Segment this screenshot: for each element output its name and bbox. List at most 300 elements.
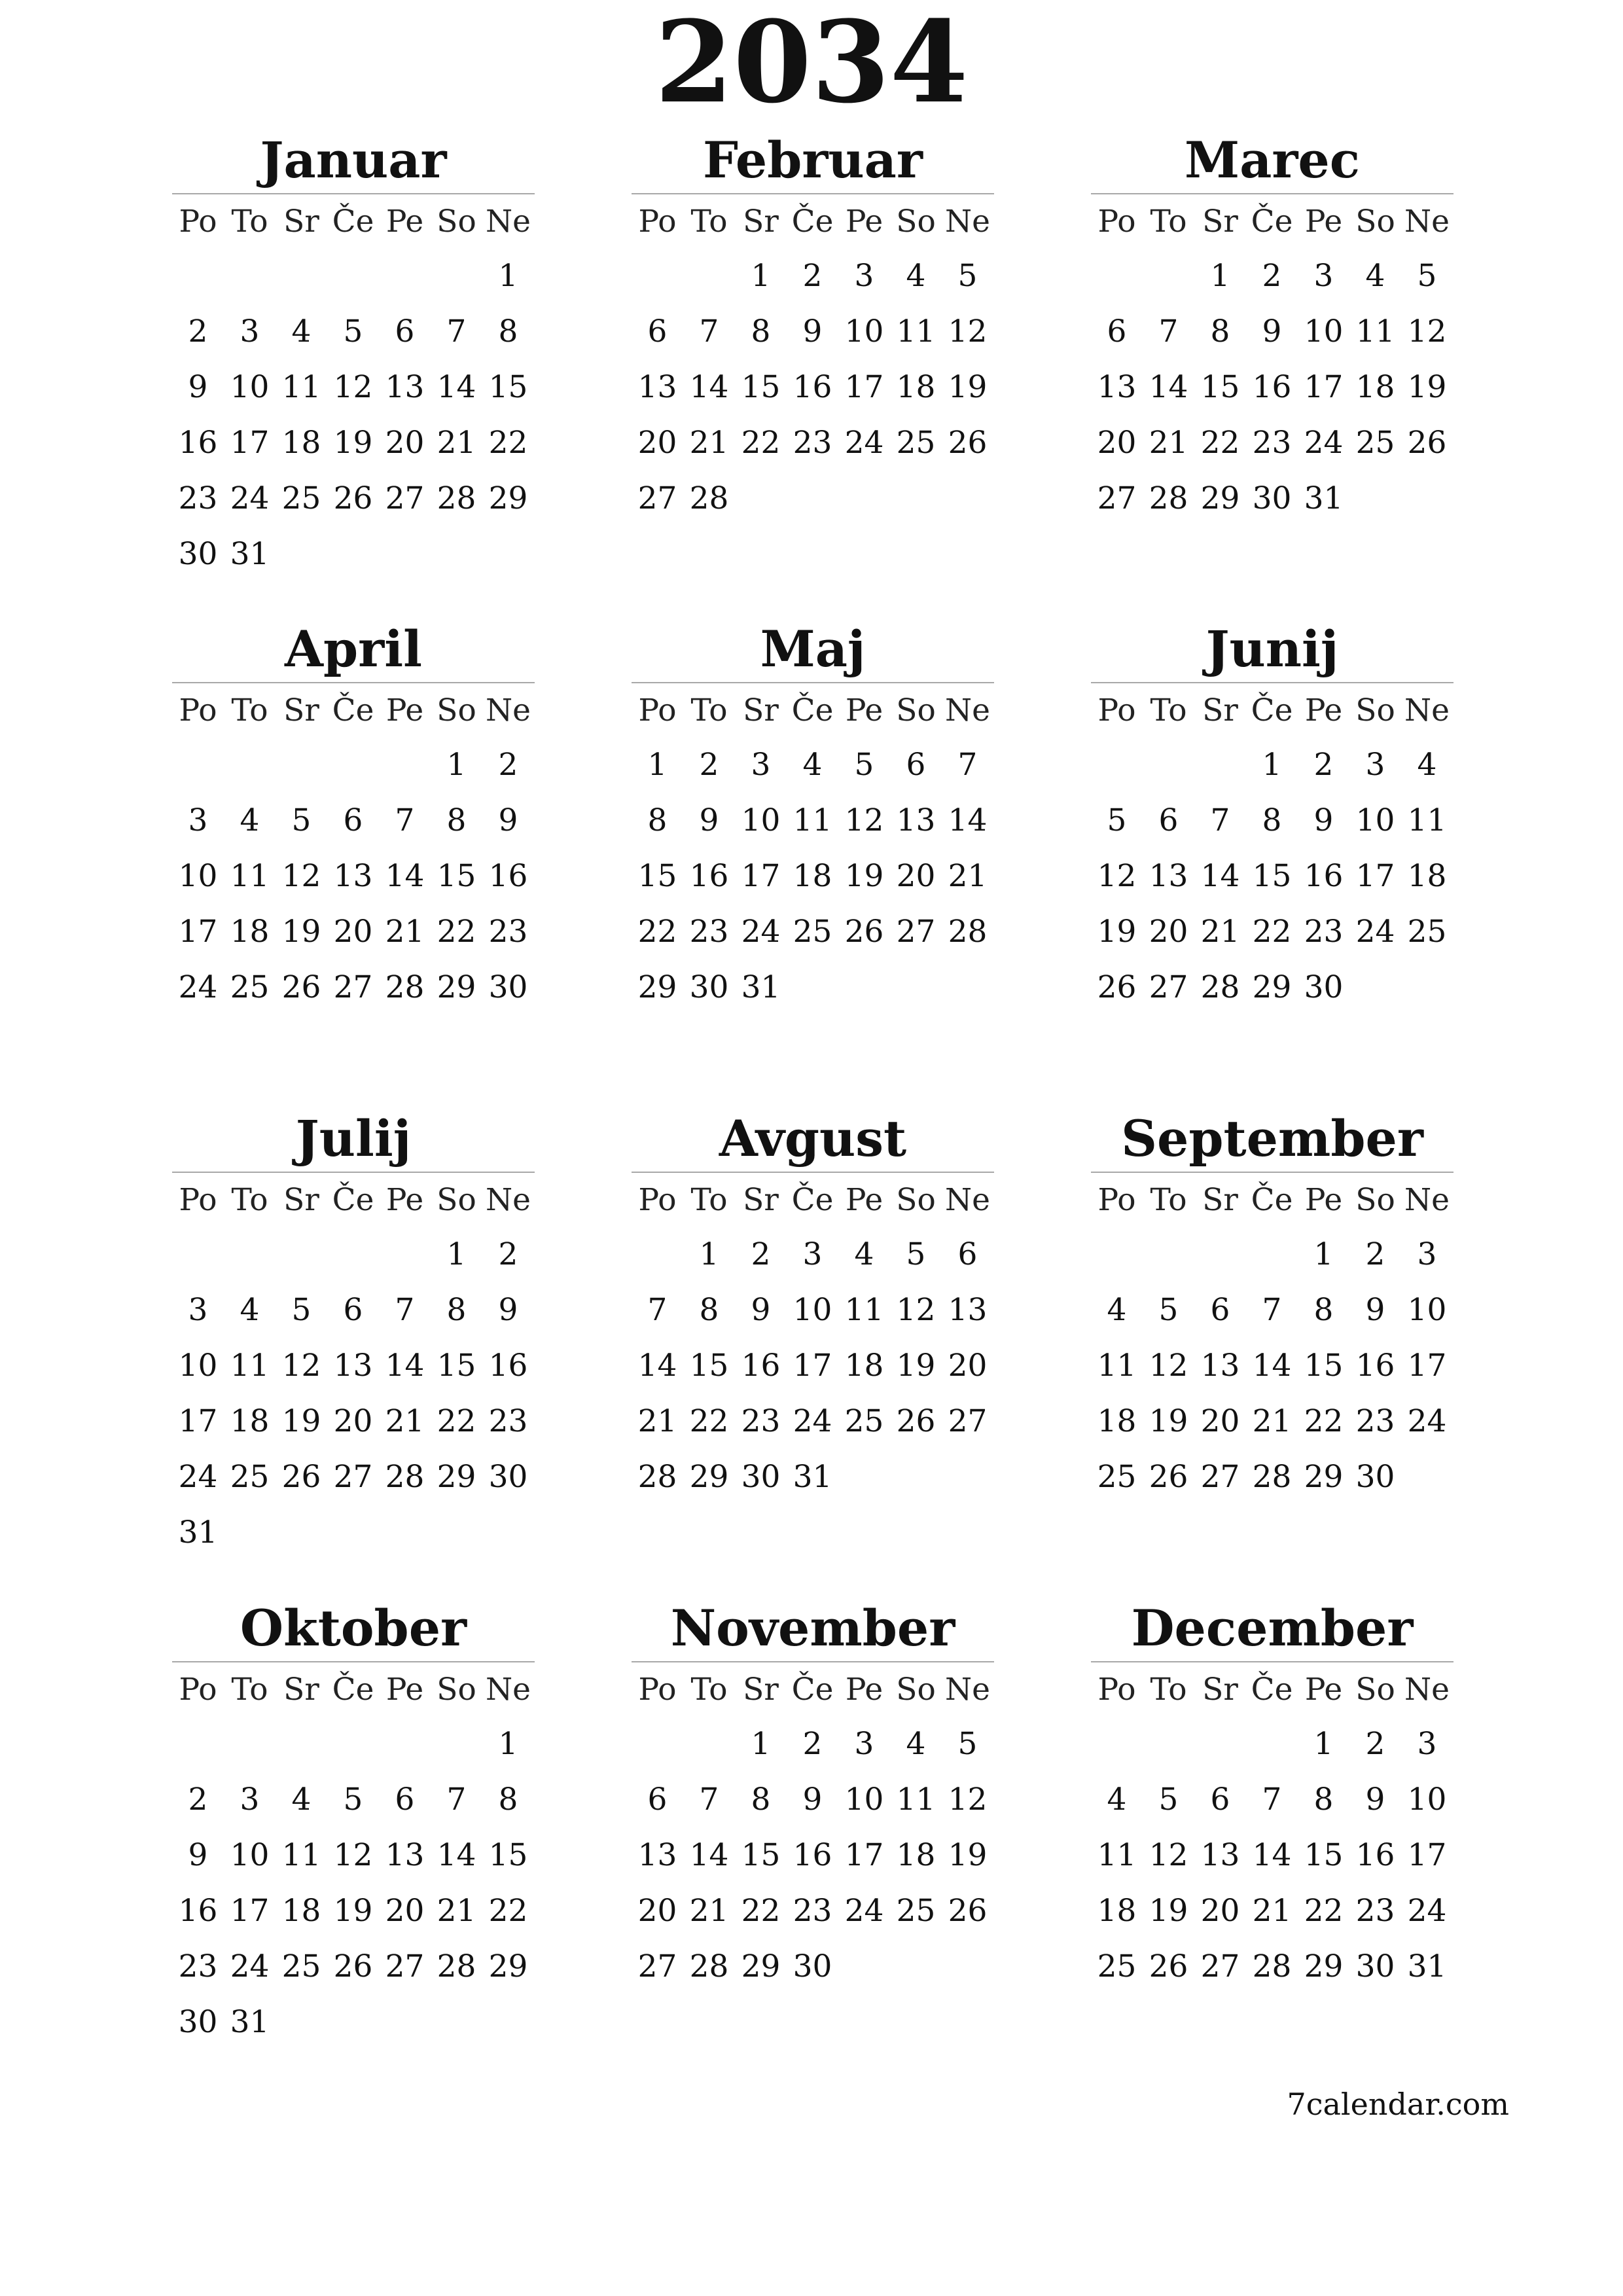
week-row	[172, 1772, 535, 1827]
day-cell: 26	[281, 969, 321, 1005]
day-cell: 6	[906, 747, 926, 783]
weekday-label: Če	[791, 203, 834, 240]
weekday-label: Pe	[385, 692, 424, 728]
week-row	[172, 526, 535, 582]
day-cell: 13	[948, 1292, 988, 1328]
day-cell: 18	[281, 1893, 321, 1929]
day-cell: 10	[1304, 314, 1344, 350]
day-cell: 22	[1304, 1893, 1344, 1929]
weekday-label: Ne	[1404, 203, 1450, 240]
week-row	[632, 1227, 994, 1282]
day-cell: 14	[948, 802, 988, 838]
day-cell: 19	[948, 369, 988, 405]
day-cell: 24	[1355, 914, 1395, 950]
day-cell: 1	[647, 747, 668, 783]
month-name: Avgust	[632, 1106, 994, 1173]
day-cell: 18	[1407, 858, 1447, 894]
week-row	[172, 304, 535, 359]
day-cell: 7	[1210, 802, 1230, 838]
day-cell: 26	[333, 480, 373, 516]
day-cell: 15	[437, 858, 476, 894]
day-cell: 6	[1210, 1782, 1230, 1818]
day-cell: 28	[1252, 1948, 1292, 1984]
weekday-label: So	[437, 1671, 476, 1708]
day-cell: 27	[637, 1948, 677, 1984]
day-cell: 17	[1407, 1837, 1447, 1873]
day-cell: 27	[385, 480, 425, 516]
day-cell: 10	[178, 858, 218, 894]
day-cell: 23	[488, 1403, 528, 1439]
week-row	[632, 960, 994, 1015]
day-cell: 12	[948, 314, 988, 350]
day-cell: 24	[178, 1459, 218, 1495]
day-cell: 4	[291, 1782, 312, 1818]
day-cell: 2	[699, 747, 719, 783]
day-cell: 19	[948, 1837, 988, 1873]
day-cell: 17	[844, 369, 884, 405]
weekday-label: Ne	[945, 692, 990, 728]
weekday-label: To	[231, 203, 268, 240]
week-row	[172, 1827, 535, 1883]
day-cell: 9	[1313, 802, 1334, 838]
weekday-label: Ne	[1404, 692, 1450, 728]
day-cell: 27	[1149, 969, 1188, 1005]
day-cell: 4	[906, 258, 926, 294]
weekday-label: Sr	[1202, 692, 1238, 728]
day-cell: 10	[230, 1837, 270, 1873]
day-cell: 22	[741, 1893, 781, 1929]
day-cell: 26	[1407, 425, 1447, 461]
week-row	[1091, 1282, 1454, 1338]
day-cell: 19	[281, 914, 321, 950]
day-cell: 6	[647, 1782, 668, 1818]
week-row	[632, 415, 994, 471]
day-cell: 24	[1304, 425, 1344, 461]
weekday-label: Po	[179, 1181, 217, 1218]
day-cell: 3	[188, 802, 208, 838]
day-cell: 5	[343, 1782, 363, 1818]
day-cell: 21	[385, 1403, 425, 1439]
weekday-label: Pe	[1304, 1181, 1343, 1218]
day-cell: 4	[802, 747, 823, 783]
month-name: November	[632, 1596, 994, 1662]
day-cell: 25	[844, 1403, 884, 1439]
weekday-label: Po	[1097, 1671, 1136, 1708]
day-cell: 10	[230, 369, 270, 405]
weekday-label: Po	[1097, 1181, 1136, 1218]
day-cell: 11	[230, 858, 270, 894]
day-cell: 19	[1097, 914, 1137, 950]
day-cell: 20	[385, 425, 425, 461]
day-cell: 28	[385, 969, 425, 1005]
day-cell: 20	[1097, 425, 1137, 461]
day-cell: 29	[1252, 969, 1292, 1005]
day-cell: 7	[1158, 314, 1179, 350]
day-cell: 6	[395, 314, 415, 350]
weekday-header-row	[1091, 1662, 1454, 1716]
day-cell: 7	[647, 1292, 668, 1328]
week-row	[632, 1393, 994, 1449]
day-cell: 28	[689, 480, 729, 516]
day-cell: 11	[281, 369, 321, 405]
week-row	[172, 1449, 535, 1505]
day-cell: 24	[793, 1403, 832, 1439]
week-row	[632, 848, 994, 904]
day-cell: 10	[793, 1292, 832, 1328]
day-cell: 18	[896, 1837, 936, 1873]
day-cell: 9	[699, 802, 719, 838]
week-row	[1091, 1939, 1454, 1994]
weekday-label: Po	[179, 203, 217, 240]
week-row	[172, 793, 535, 848]
day-cell: 29	[741, 1948, 781, 1984]
month-april	[172, 617, 535, 1015]
week-row	[632, 737, 994, 793]
day-cell: 7	[395, 1292, 415, 1328]
day-cell: 14	[1252, 1348, 1292, 1384]
weekday-label: To	[1150, 203, 1187, 240]
month-avgust	[632, 1106, 994, 1505]
day-cell: 18	[230, 1403, 270, 1439]
day-cell: 4	[1417, 747, 1437, 783]
day-cell: 26	[1149, 1948, 1188, 1984]
day-cell: 1	[751, 1726, 771, 1762]
month-name: Julij	[172, 1106, 535, 1173]
day-cell: 25	[1355, 425, 1395, 461]
weekday-header-row	[1091, 1173, 1454, 1227]
day-cell: 24	[230, 1948, 270, 1984]
day-cell: 10	[1407, 1782, 1447, 1818]
week-row	[172, 248, 535, 304]
day-cell: 21	[948, 858, 988, 894]
day-cell: 16	[488, 858, 528, 894]
site-credit[interactable]: 7calendar.com	[1287, 2087, 1509, 2122]
day-cell: 14	[385, 858, 425, 894]
day-cell: 29	[488, 480, 528, 516]
weekday-label: Pe	[1304, 1671, 1343, 1708]
month-name: Januar	[172, 128, 535, 194]
day-cell: 5	[1158, 1292, 1179, 1328]
day-cell: 9	[188, 369, 208, 405]
weekday-label: So	[896, 1671, 936, 1708]
day-cell: 6	[1107, 314, 1127, 350]
month-november	[632, 1596, 994, 1994]
week-row	[632, 1939, 994, 1994]
weekday-header-row	[172, 194, 535, 248]
day-cell: 1	[751, 258, 771, 294]
day-cell: 7	[1262, 1292, 1282, 1328]
day-cell: 11	[281, 1837, 321, 1873]
day-cell: 30	[1252, 480, 1292, 516]
day-cell: 31	[230, 2004, 270, 2040]
day-cell: 26	[896, 1403, 936, 1439]
weekday-label: To	[231, 692, 268, 728]
week-row	[1091, 737, 1454, 793]
week-row	[632, 1716, 994, 1772]
day-cell: 25	[230, 969, 270, 1005]
day-cell: 13	[333, 1348, 373, 1384]
day-cell: 20	[333, 914, 373, 950]
day-cell: 27	[1200, 1459, 1240, 1495]
day-cell: 28	[1149, 480, 1188, 516]
day-cell: 31	[178, 1515, 218, 1551]
day-cell: 13	[1097, 369, 1137, 405]
weekday-label: So	[1355, 203, 1395, 240]
week-row	[1091, 304, 1454, 359]
week-row	[632, 1338, 994, 1393]
day-cell: 27	[385, 1948, 425, 1984]
weekday-label: To	[1150, 1181, 1187, 1218]
day-cell: 3	[751, 747, 771, 783]
week-row	[1091, 793, 1454, 848]
month-marec	[1091, 128, 1454, 526]
day-cell: 13	[896, 802, 936, 838]
weekday-label: Ne	[486, 203, 531, 240]
weekday-label: To	[231, 1671, 268, 1708]
day-cell: 11	[896, 314, 936, 350]
day-cell: 20	[1149, 914, 1188, 950]
day-cell: 4	[906, 1726, 926, 1762]
day-cell: 22	[1304, 1403, 1344, 1439]
day-cell: 4	[854, 1236, 874, 1272]
weekday-label: To	[231, 1181, 268, 1218]
weekday-label: Pe	[1304, 692, 1343, 728]
day-cell: 18	[1355, 369, 1395, 405]
day-cell: 22	[689, 1403, 729, 1439]
weekday-label: Pe	[845, 1181, 883, 1218]
week-row	[172, 1716, 535, 1772]
weekday-label: Pe	[1304, 203, 1343, 240]
week-row	[632, 1883, 994, 1939]
day-cell: 21	[1252, 1403, 1292, 1439]
day-cell: 31	[1407, 1948, 1447, 1984]
day-cell: 3	[854, 258, 874, 294]
day-cell: 22	[741, 425, 781, 461]
weekday-label: Po	[179, 1671, 217, 1708]
weekday-label: Pe	[385, 1181, 424, 1218]
weekday-label: Sr	[283, 1181, 319, 1218]
week-row	[632, 1282, 994, 1338]
day-cell: 1	[1210, 258, 1230, 294]
month-name: Maj	[632, 617, 994, 683]
month-maj	[632, 617, 994, 1015]
week-row	[172, 737, 535, 793]
day-cell: 24	[844, 425, 884, 461]
weekday-header-row	[632, 1662, 994, 1716]
day-cell: 29	[1304, 1459, 1344, 1495]
day-cell: 25	[896, 425, 936, 461]
week-row	[632, 248, 994, 304]
day-cell: 22	[488, 1893, 528, 1929]
week-row	[1091, 248, 1454, 304]
day-cell: 3	[188, 1292, 208, 1328]
day-cell: 18	[844, 1348, 884, 1384]
day-cell: 11	[1407, 802, 1447, 838]
weekday-label: Po	[1097, 203, 1136, 240]
day-cell: 12	[1149, 1348, 1188, 1384]
week-row	[172, 471, 535, 526]
week-row	[1091, 848, 1454, 904]
day-cell: 1	[1262, 747, 1282, 783]
day-cell: 3	[1417, 1726, 1437, 1762]
day-cell: 1	[1313, 1726, 1334, 1762]
day-cell: 8	[751, 1782, 771, 1818]
weekday-header-row	[632, 1173, 994, 1227]
day-cell: 5	[1158, 1782, 1179, 1818]
day-cell: 12	[281, 1348, 321, 1384]
day-cell: 16	[689, 858, 729, 894]
day-cell: 30	[488, 1459, 528, 1495]
day-cell: 9	[498, 802, 518, 838]
day-cell: 30	[741, 1459, 781, 1495]
day-cell: 31	[741, 969, 781, 1005]
week-row	[1091, 1227, 1454, 1282]
day-cell: 2	[1365, 1236, 1385, 1272]
weekday-header-row	[1091, 683, 1454, 737]
day-cell: 9	[188, 1837, 208, 1873]
day-cell: 2	[751, 1236, 771, 1272]
weekday-label: Sr	[1202, 203, 1238, 240]
day-cell: 14	[689, 1837, 729, 1873]
day-cell: 18	[793, 858, 832, 894]
day-cell: 5	[957, 258, 978, 294]
day-cell: 17	[1407, 1348, 1447, 1384]
day-cell: 19	[1407, 369, 1447, 405]
day-cell: 28	[437, 480, 476, 516]
day-cell: 23	[1252, 425, 1292, 461]
day-cell: 15	[1304, 1348, 1344, 1384]
weekday-header-row	[172, 683, 535, 737]
day-cell: 20	[948, 1348, 988, 1384]
day-cell: 27	[896, 914, 936, 950]
day-cell: 17	[178, 914, 218, 950]
month-name: Marec	[1091, 128, 1454, 194]
day-cell: 21	[1200, 914, 1240, 950]
week-row	[172, 904, 535, 960]
day-cell: 5	[906, 1236, 926, 1272]
day-cell: 26	[1097, 969, 1137, 1005]
day-cell: 29	[488, 1948, 528, 1984]
day-cell: 29	[637, 969, 677, 1005]
day-cell: 20	[1200, 1403, 1240, 1439]
day-cell: 26	[948, 425, 988, 461]
day-cell: 15	[488, 1837, 528, 1873]
day-cell: 21	[1149, 425, 1188, 461]
day-cell: 4	[1107, 1782, 1127, 1818]
day-cell: 1	[699, 1236, 719, 1272]
month-julij	[172, 1106, 535, 1560]
day-cell: 29	[689, 1459, 729, 1495]
day-cell: 19	[1149, 1893, 1188, 1929]
day-cell: 7	[957, 747, 978, 783]
day-cell: 13	[637, 1837, 677, 1873]
day-cell: 25	[1407, 914, 1447, 950]
day-cell: 16	[178, 425, 218, 461]
day-cell: 7	[1262, 1782, 1282, 1818]
day-cell: 22	[637, 914, 677, 950]
week-row	[632, 793, 994, 848]
day-cell: 5	[957, 1726, 978, 1762]
day-cell: 26	[333, 1948, 373, 1984]
day-cell: 12	[1407, 314, 1447, 350]
day-cell: 12	[333, 369, 373, 405]
week-row	[172, 1338, 535, 1393]
day-cell: 9	[1262, 314, 1282, 350]
month-oktober	[172, 1596, 535, 2050]
month-december	[1091, 1596, 1454, 1994]
day-cell: 31	[793, 1459, 832, 1495]
weekday-label: Ne	[945, 1181, 990, 1218]
month-name: Februar	[632, 128, 994, 194]
day-cell: 26	[281, 1459, 321, 1495]
day-cell: 5	[291, 802, 312, 838]
weekday-label: Po	[638, 692, 677, 728]
day-cell: 24	[1407, 1893, 1447, 1929]
day-cell: 21	[385, 914, 425, 950]
weekday-label: Ne	[1404, 1181, 1450, 1218]
day-cell: 3	[1313, 258, 1334, 294]
day-cell: 2	[1313, 747, 1334, 783]
day-cell: 23	[1304, 914, 1344, 950]
day-cell: 5	[291, 1292, 312, 1328]
weekday-label: Po	[638, 1671, 677, 1708]
day-cell: 9	[802, 314, 823, 350]
day-cell: 18	[896, 369, 936, 405]
week-row	[1091, 904, 1454, 960]
day-cell: 2	[188, 314, 208, 350]
day-cell: 21	[437, 425, 476, 461]
week-row	[632, 471, 994, 526]
day-cell: 17	[230, 425, 270, 461]
day-cell: 25	[230, 1459, 270, 1495]
day-cell: 23	[178, 480, 218, 516]
day-cell: 2	[498, 1236, 518, 1272]
day-cell: 17	[844, 1837, 884, 1873]
day-cell: 16	[793, 369, 832, 405]
week-row	[1091, 415, 1454, 471]
day-cell: 27	[637, 480, 677, 516]
day-cell: 14	[437, 369, 476, 405]
day-cell: 30	[793, 1948, 832, 1984]
day-cell: 5	[1107, 802, 1127, 838]
weekday-label: So	[437, 203, 476, 240]
weekday-label: Če	[791, 1671, 834, 1708]
weekday-label: Po	[638, 1181, 677, 1218]
day-cell: 12	[333, 1837, 373, 1873]
day-cell: 22	[437, 1403, 476, 1439]
day-cell: 2	[802, 1726, 823, 1762]
week-row	[172, 848, 535, 904]
day-cell: 8	[1210, 314, 1230, 350]
weekday-header-row	[172, 1173, 535, 1227]
weekday-label: Če	[1251, 1181, 1293, 1218]
weekday-label: Če	[1251, 692, 1293, 728]
week-row	[172, 415, 535, 471]
weekday-label: So	[896, 1181, 936, 1218]
week-row	[1091, 359, 1454, 415]
day-cell: 23	[488, 914, 528, 950]
weekday-label: Ne	[486, 692, 531, 728]
weekday-label: Pe	[385, 1671, 424, 1708]
day-cell: 1	[446, 1236, 467, 1272]
weekday-label: To	[690, 1181, 728, 1218]
day-cell: 11	[230, 1348, 270, 1384]
weekday-label: Če	[791, 692, 834, 728]
day-cell: 25	[896, 1893, 936, 1929]
weekday-label: So	[437, 1181, 476, 1218]
day-cell: 27	[333, 969, 373, 1005]
month-name: Junij	[1091, 617, 1454, 683]
